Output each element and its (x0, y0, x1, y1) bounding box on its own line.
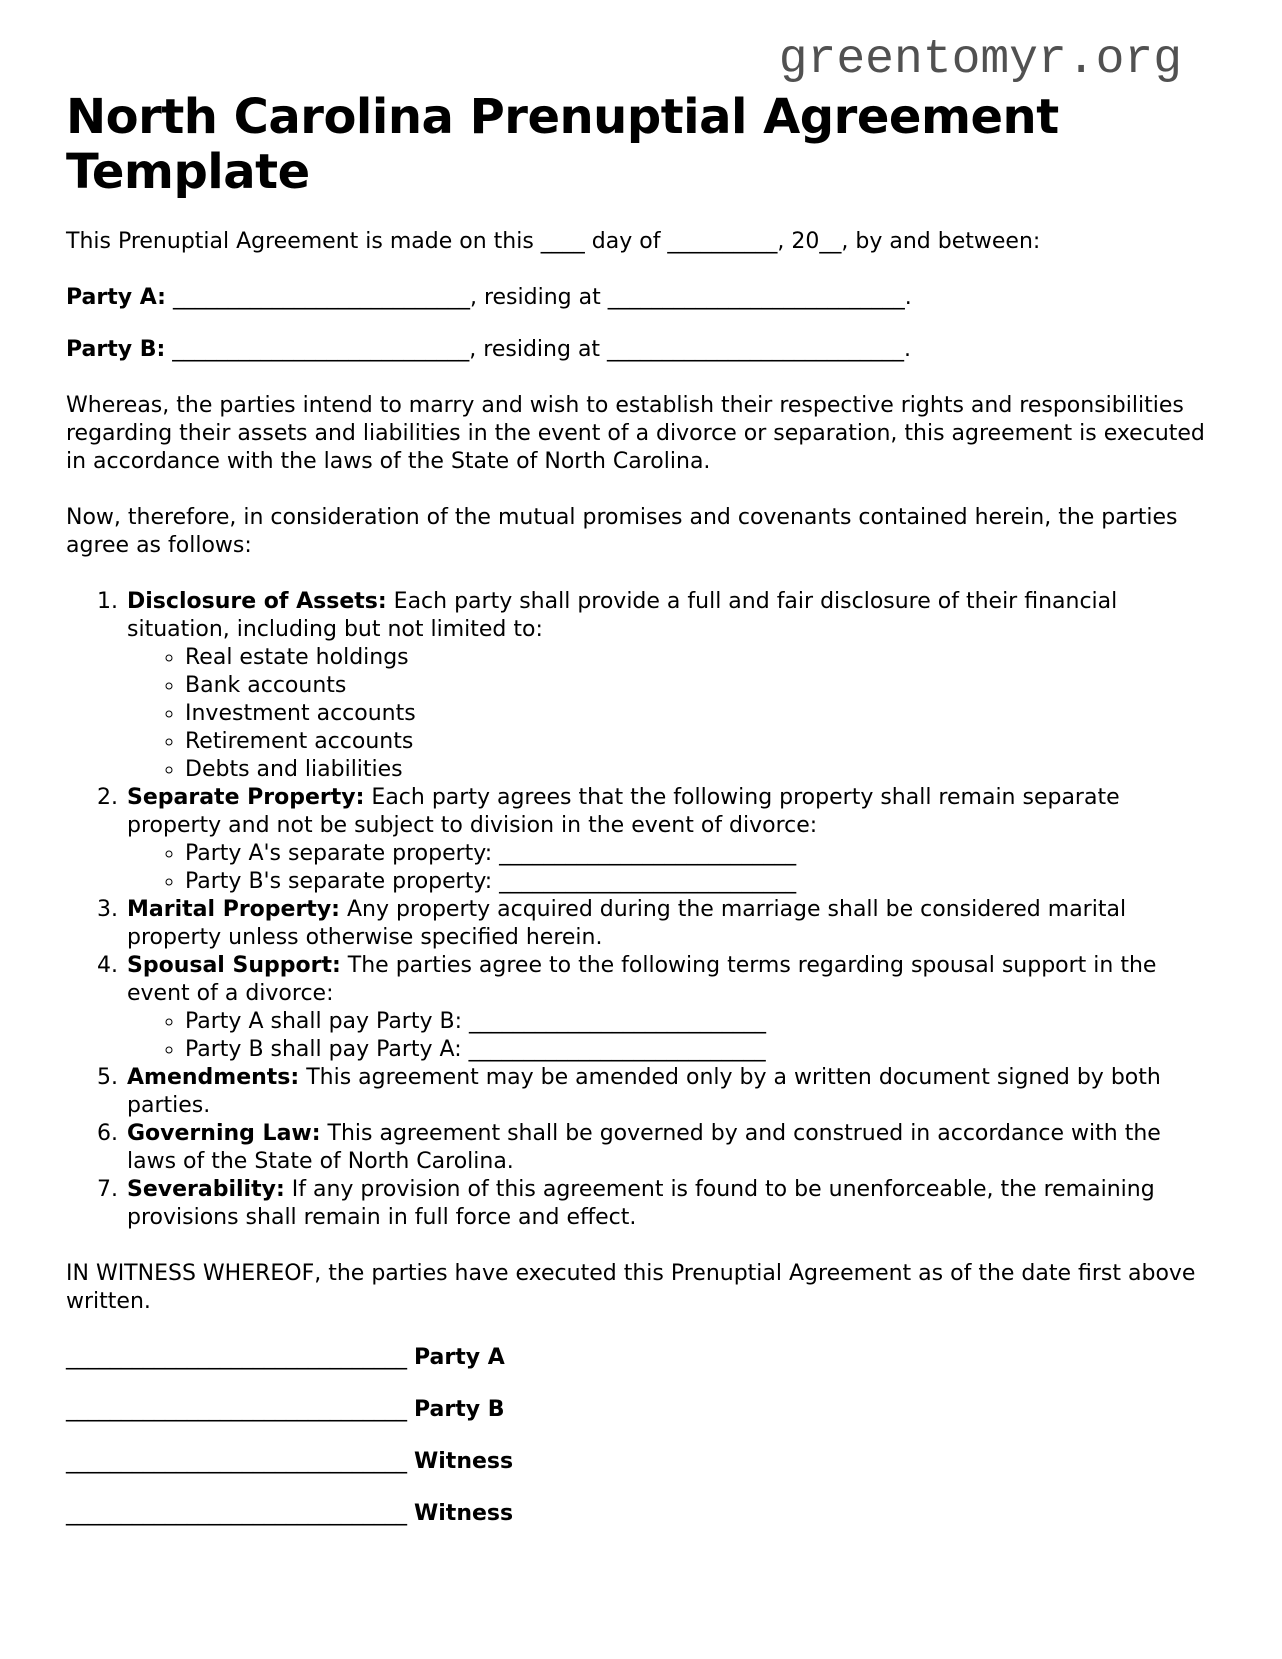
clause-text: This agreement may be amended only by a written document signed by both parties. (127, 1065, 1161, 1118)
party-b-blanks: ___________________________, residing at ___________________________. (165, 337, 912, 362)
signature-line: _______________________________ (66, 1345, 407, 1370)
clause-body (127, 784, 1216, 896)
clause-heading: Severability: (127, 1177, 285, 1202)
recital-paragraph-now-therefore: Now, therefore, in consideration of the mutual promises and covenants contained herein, the parties agree as follows: (66, 505, 1178, 558)
clause-text: Each party agrees that the following property shall remain separate property and not be subject to division in the event of divorce: (127, 785, 1120, 838)
clause-heading: Disclosure of Assets: (127, 589, 387, 614)
clause-number: 7. (97, 1177, 118, 1202)
signature-row-party-a (66, 1344, 1216, 1372)
bullet-item: ◦ Debts and liabilities (185, 756, 1216, 784)
clause-body (127, 1176, 1216, 1232)
clause-text: Each party shall provide a full and fair disclosure of their financial situation, including but not limited to: (127, 589, 1118, 642)
signature-line: _______________________________ (66, 1501, 407, 1526)
clause-severability (66, 1176, 1216, 1232)
clause-body (127, 896, 1216, 952)
party-b-line (66, 336, 1216, 364)
party-a-label: Party A: (66, 285, 166, 310)
party-a-line (66, 284, 1216, 312)
clause-heading: Governing Law: (127, 1121, 321, 1146)
clause-sublist (127, 1008, 1216, 1064)
clause-heading: Separate Property: (127, 785, 365, 810)
clause-body (127, 1064, 1216, 1120)
party-a-blanks: ___________________________, residing at ___________________________. (165, 285, 912, 310)
clause-disclosure-of-assets (66, 588, 1216, 784)
clause-heading: Marital Property: (127, 897, 340, 922)
bullet-item: ◦ Bank accounts (185, 672, 1216, 700)
signature-block (66, 1344, 1216, 1528)
signature-line: _______________________________ (66, 1449, 407, 1474)
signature-label: Witness (414, 1449, 514, 1474)
clause-number: 4. (97, 953, 118, 978)
clause-text: The parties agree to the following terms regarding spousal support in the event of a divorce: (127, 953, 1157, 1006)
page-title: North Carolina Prenuptial Agreement Template (66, 89, 1059, 200)
clause-list (66, 588, 1216, 1232)
signature-row-witness-1 (66, 1448, 1216, 1476)
recital-paragraph-whereas: Whereas, the parties intend to marry and wish to establish their respective rights and responsibilities regarding their assets and liabilities in the event of a divorce or separation, this agreement is executed in accordance with the laws of the State of North Carolina. (66, 393, 1205, 474)
clause-number: 5. (97, 1065, 118, 1090)
clause-body (127, 952, 1216, 1064)
clause-text: Any property acquired during the marriage shall be considered marital property unless otherwise specified herein. (127, 897, 1127, 950)
bullet-item: ◦ Party A shall pay Party B: ___________________________ (185, 1008, 1216, 1036)
clause-separate-property (66, 784, 1216, 896)
clause-spousal-support (66, 952, 1216, 1064)
bullet-item: ◦ Investment accounts (185, 700, 1216, 728)
bullet-item: ◦ Retirement accounts (185, 728, 1216, 756)
clause-body (127, 588, 1216, 784)
signature-label: Witness (414, 1501, 514, 1526)
closing-paragraph: IN WITNESS WHEREOF, the parties have executed this Prenuptial Agreement as of the date first above written. (66, 1261, 1196, 1314)
signature-label: Party A (414, 1345, 505, 1370)
signature-label: Party B (414, 1397, 505, 1422)
clause-body (127, 1120, 1216, 1176)
clause-heading: Spousal Support: (127, 953, 341, 978)
bullet-item: ◦ Real estate holdings (185, 644, 1216, 672)
clause-sublist (127, 644, 1216, 784)
party-b-label: Party B: (66, 337, 166, 362)
clause-text: If any provision of this agreement is found to be unenforceable, the remaining provisions shall remain in full force and effect. (127, 1177, 1155, 1230)
clause-amendments (66, 1064, 1216, 1120)
clause-number: 2. (97, 785, 118, 810)
signature-row-witness-2 (66, 1500, 1216, 1528)
clause-governing-law (66, 1120, 1216, 1176)
bullet-item: ◦ Party B's separate property: ___________________________ (185, 868, 1216, 896)
watermark: greentomyr.org (778, 33, 1182, 87)
bullet-item: ◦ Party A's separate property: ___________________________ (185, 840, 1216, 868)
clause-text: This agreement shall be governed by and construed in accordance with the laws of the State of North Carolina. (127, 1121, 1161, 1174)
clause-number: 1. (97, 589, 118, 614)
clause-heading: Amendments: (127, 1065, 300, 1090)
clause-marital-property (66, 896, 1216, 952)
bullet-item: ◦ Party B shall pay Party A: ___________________________ (185, 1036, 1216, 1064)
clause-number: 3. (97, 897, 118, 922)
signature-line: _______________________________ (66, 1397, 407, 1422)
signature-row-party-b (66, 1396, 1216, 1424)
clause-sublist (127, 840, 1216, 896)
clause-number: 6. (97, 1121, 118, 1146)
intro-paragraph: This Prenuptial Agreement is made on this ____ day of __________, 20__, by and between: (66, 229, 1041, 254)
